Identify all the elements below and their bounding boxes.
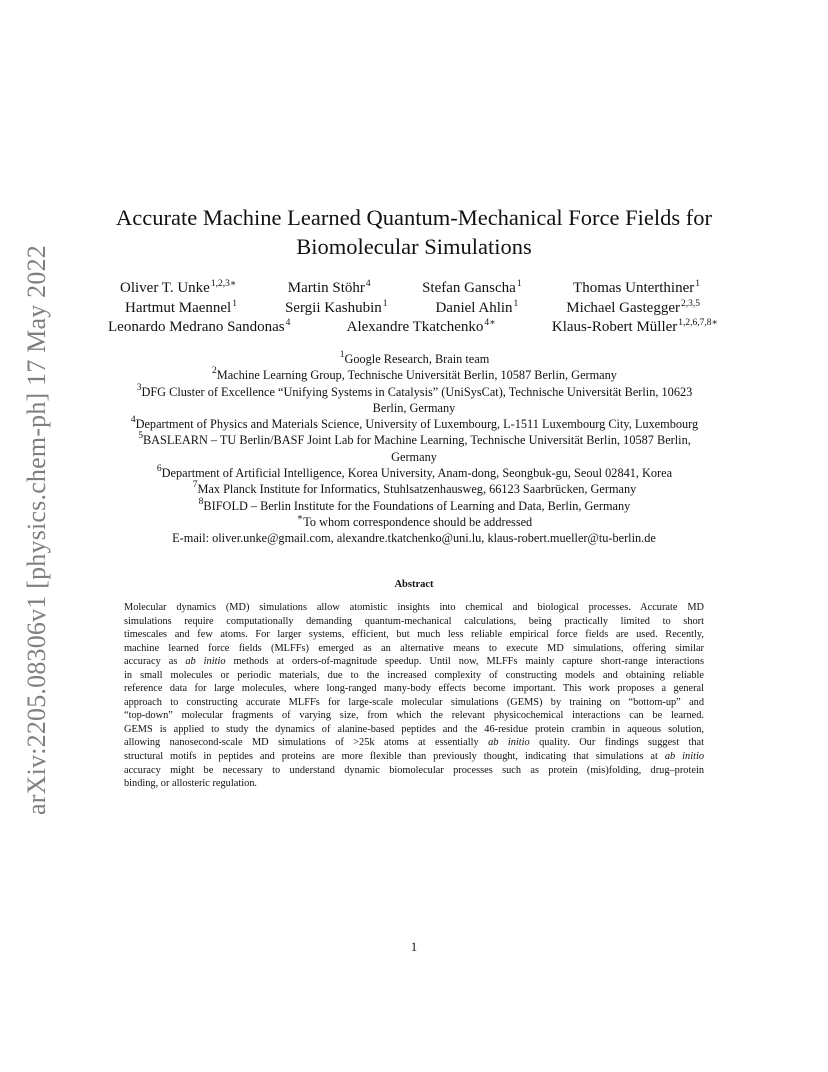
affiliation-line: [100, 498, 728, 514]
author-name: Leonardo Medrano Sandonas: [108, 319, 285, 335]
affiliation-marker: 8: [198, 496, 204, 507]
abstract-line: [124, 736, 704, 750]
abstract-text: binding, or allosteric regulation.: [124, 778, 257, 790]
affiliation-line: [100, 514, 728, 530]
affiliation-marker: ∗: [296, 512, 304, 523]
abstract-text: approach to constructing accurate MLFFs for large-scale molecular simulations (GEMS) by training on “bottom-up” and: [124, 696, 704, 708]
affiliation-line: [100, 449, 728, 465]
affiliation-marker: 5: [138, 431, 143, 442]
author-name: Thomas Unterthiner: [573, 280, 695, 296]
author: [552, 318, 718, 338]
abstract-text: allowing nanosecond-scale MD simulations of >25k atoms at essentially: [124, 737, 489, 749]
abstract-line: [124, 723, 704, 737]
affiliation-marker: 1: [339, 350, 345, 360]
abstract-line: [124, 601, 704, 615]
author: [125, 299, 237, 319]
arxiv-identifier-text: arXiv:2205.08306v1 [physics.chem-ph] 17 May 2022: [22, 245, 51, 815]
affiliation-line: [100, 481, 728, 497]
affiliation-text: BASLEARN – TU Berlin/BASF Joint Lab for Machine Learning, Technische Universität Berlin, 10587 Berlin,: [142, 433, 691, 448]
abstract-line: [124, 764, 704, 778]
author-name: Hartmut Maennel: [125, 299, 232, 316]
affiliation-text: Department of Physics and Materials Science, University of Luxembourg, L-1511 Luxembourg City, Luxembourg: [135, 417, 699, 432]
author-name: Martin Stöhr: [287, 280, 365, 296]
abstract-heading: Abstract: [394, 579, 434, 590]
author-affiliation-marker: 1: [232, 298, 237, 309]
affiliation-line: [100, 400, 728, 416]
affiliation-text: DFG Cluster of Excellence “Unifying Systems in Catalysis” (UniSysCat), Technische Universität Berlin, 10623: [141, 384, 693, 399]
affiliation-line: [100, 351, 728, 367]
abstract-line: [124, 642, 704, 656]
author-name: Daniel Ahlin: [435, 299, 513, 316]
author-affiliation-marker: 4: [365, 279, 371, 289]
affiliation-marker: 6: [156, 464, 162, 475]
author: [108, 318, 290, 338]
correspondence-email: E-mail: oliver.unke@gmail.com, alexandre.tkatchenko@uni.lu, klaus-robert.mueller@tu-berlin.de: [172, 531, 656, 546]
abstract-line: [124, 655, 704, 669]
author-name: Klaus-Robert Müller: [551, 319, 678, 335]
abstract-body: [124, 601, 704, 791]
author-name: Oliver T. Unke: [120, 280, 210, 296]
abstract-line: [124, 709, 704, 723]
arxiv-identifier-stamp: [22, 230, 52, 830]
abstract-line: [124, 750, 704, 764]
affiliation-marker: 3: [136, 382, 142, 393]
author-affiliation-marker: 1: [382, 298, 388, 309]
author: [285, 299, 388, 319]
author-name: Michael Gastegger: [566, 299, 680, 316]
affiliation-text: Google Research, Brain team: [344, 352, 490, 366]
affiliation-marker: 4: [130, 415, 136, 426]
abstract-text: “top-down” molecular fragments of varying size, from which the relevant physicochemical interactions can be learned.: [124, 710, 704, 722]
author: [288, 279, 371, 299]
paper-title-line: Biomolecular Simulations: [296, 234, 532, 259]
abstract-italic-term: ab initio: [664, 751, 704, 763]
author-name: Alexandre Tkatchenko: [346, 319, 484, 335]
author-affiliation-marker: 1: [516, 279, 522, 289]
author-affiliation-marker: 4: [285, 318, 291, 328]
abstract-line: [124, 696, 704, 710]
author-affiliation-marker: 1: [695, 279, 700, 289]
affiliation-text: Max Planck Institute for Informatics, Stuhlsatzenhausweg, 66123 Saarbrücken, Germany: [197, 482, 637, 497]
abstract-text: reference data for large molecules, where long-ranged many-body effects become important. This work proposes a general: [124, 683, 704, 695]
abstract-line: [124, 777, 704, 791]
abstract-text: structural motifs in peptides and proteins are more flexible than previously thought, indicating that simulations at: [124, 751, 665, 763]
author-affiliation-marker: 2,3,5: [680, 298, 700, 309]
affiliation-text: Machine Learning Group, Technische Universität Berlin, 10587 Berlin, Germany: [216, 368, 617, 383]
author-list: [100, 279, 728, 338]
page-number: 1: [410, 940, 418, 954]
author: [435, 299, 518, 319]
abstract-text: machine learned force fields (MLFFs) emerged as an alternative means to execute MD simulations, offering similar: [124, 642, 704, 654]
abstract-line: [124, 628, 704, 642]
affiliation-list: [100, 351, 728, 547]
author: [120, 279, 236, 299]
author-name: Stefan Ganscha: [422, 280, 516, 296]
affiliation-line: [100, 367, 728, 383]
author-row: [100, 299, 728, 319]
affiliation-text: Berlin, Germany: [372, 400, 456, 415]
author-affiliation-marker: 1,2,6,7,8∗: [678, 318, 718, 328]
author: [347, 318, 496, 338]
author-affiliation-marker: 4∗: [484, 318, 496, 328]
abstract-text: timescales and few atoms. For larger systems, efficient, but much less reliable empirical force fields are used. Recently,: [124, 629, 704, 641]
affiliation-marker: 7: [192, 480, 198, 491]
abstract-text: Molecular dynamics (MD) simulations allow atomistic insights into chemical and biological processes. Accurate MD: [124, 602, 704, 613]
affiliation-line: [100, 416, 728, 432]
abstract-text: accuracy might be necessary to understand dynamic biomolecular processes such as protein (mis)folding, drug–protein: [124, 764, 704, 776]
abstract-italic-term: ab initio: [185, 656, 226, 668]
affiliation-line: [100, 384, 728, 400]
affiliation-text: BIFOLD – Berlin Institute for the Foundations of Learning and Data, Berlin, Germany: [203, 498, 631, 513]
affiliation-text: Germany: [391, 449, 437, 464]
affiliation-text: Department of Artificial Intelligence, Korea University, Anam-dong, Seongbuk-gu, Seoul 02841, Korea: [161, 466, 673, 481]
author-row: [100, 318, 728, 338]
abstract-text: GEMS is applied to study the dynamics of alanine-based peptides and the 46-residue protein crambin in aqueous solution,: [124, 723, 704, 735]
author-affiliation-marker: 1: [513, 298, 519, 309]
affiliation-text: To whom correspondence should be addressed: [303, 514, 533, 529]
author: [573, 279, 700, 299]
author-name: Sergii Kashubin: [284, 299, 382, 316]
abstract-line: [124, 682, 704, 696]
affiliation-line: [100, 465, 728, 481]
paper-title-line: Accurate Machine Learned Quantum-Mechanical Force Fields for: [116, 205, 712, 230]
abstract-text: in small molecules or periodic materials, due to the increased complexity of constructing models and obtaining reliable: [124, 669, 704, 681]
abstract-italic-term: ab initio: [488, 737, 530, 749]
abstract-text: quality. Our findings suggest that: [529, 737, 704, 749]
affiliation-line: [100, 432, 728, 448]
abstract-text: accuracy as: [124, 656, 186, 668]
author: [422, 279, 521, 299]
abstract-line: [124, 669, 704, 683]
paper-page: [100, 0, 728, 1072]
abstract-text: simulations require computationally demanding quantum-mechanical calculations, being practically limited to short: [124, 615, 704, 627]
author-row: [100, 279, 728, 299]
author: [566, 299, 700, 319]
abstract-text: methods at orders-of-magnitude speedup. Until now, MLFFs mainly capture short-range interactions: [225, 656, 704, 668]
affiliation-marker: 2: [212, 366, 217, 377]
abstract-line: [124, 615, 704, 629]
author-affiliation-marker: 1,2,3∗: [210, 279, 237, 289]
paper-title: [100, 203, 728, 261]
